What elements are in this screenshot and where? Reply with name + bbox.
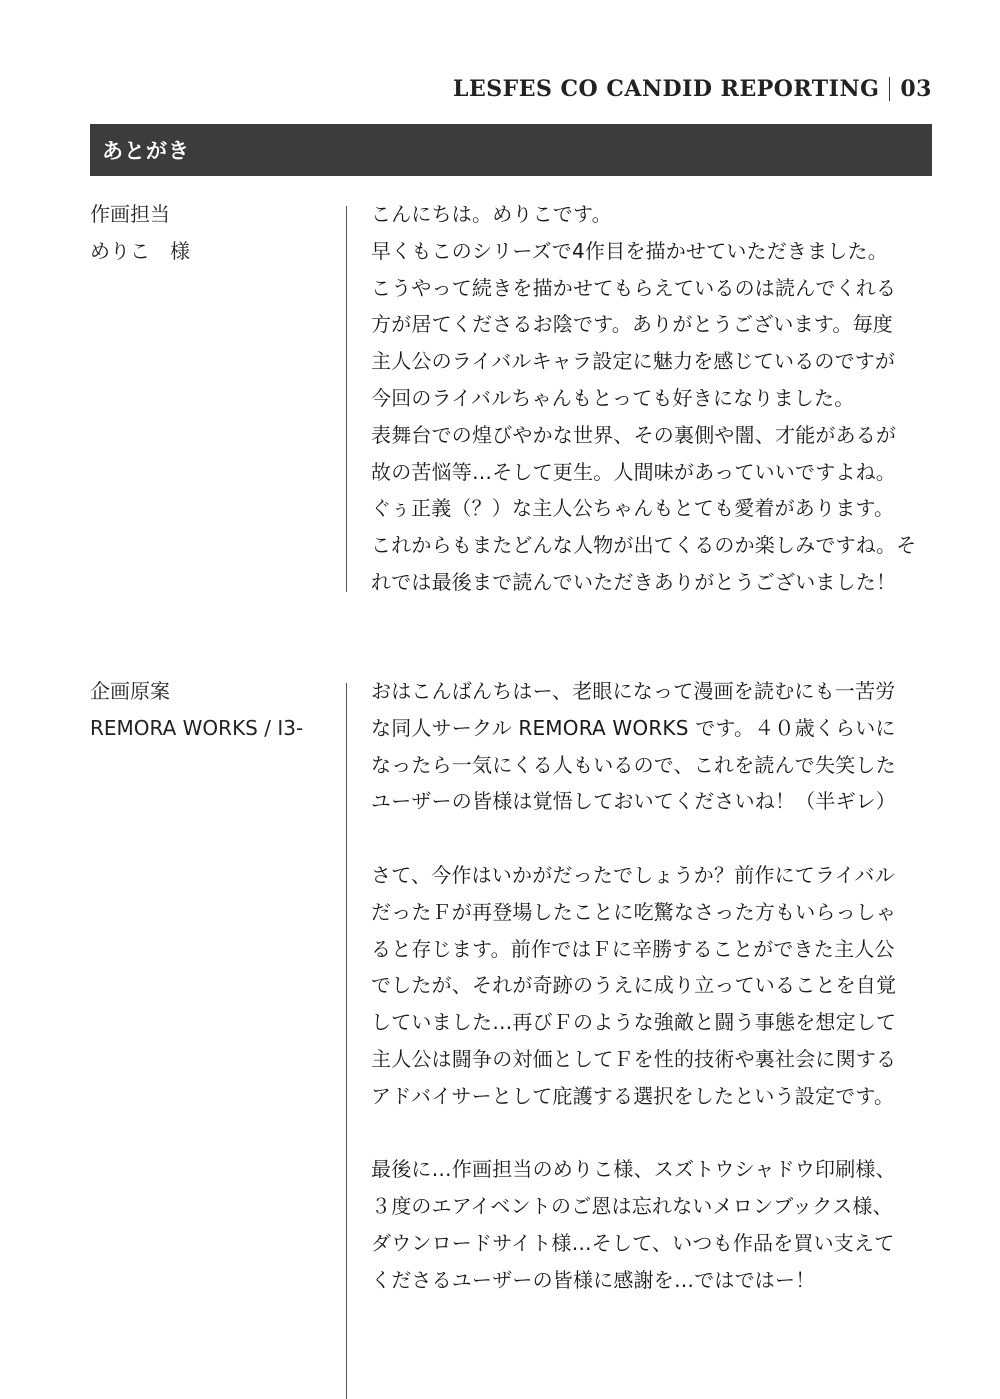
column-divider [346,206,347,592]
text-line: さて、今作はいかがだったでしょうか？前作にてライバル [371,862,895,887]
text-line: していました…再びＦのような強敵と闘う事態を想定して [371,1010,897,1035]
credit-role: 作画担当 [90,202,170,226]
afterword-text-artist [371,196,941,601]
credit-name: めりこ 様 [90,239,190,263]
text-line: ３度のエアイベントのご恩は忘れないメロンブックス様、 [371,1194,893,1219]
text-line: おはこんばんちはー、老眼になって漫画を読むにも一苦労 [371,679,896,703]
text-line: ダウンロードサイト様…そして、いつも作品を買い支えて [371,1230,895,1255]
section-title-bar [90,124,932,176]
text-line: 早くもこのシリーズで4作目を描かせていただきました。 [371,238,888,263]
header-title: LESFES CO CANDID REPORTING [452,76,880,102]
text-line: れでは最後まで読んでいただきありがとうございました！ [371,569,897,594]
text-line: くださるユーザーの皆様に感謝を…ではではー！ [371,1267,816,1292]
text-line: 方が居てくださるお陰です。ありがとうございます。毎度 [371,312,893,337]
text-line: 主人公のライバルキャラ設定に魅力を感じているのですが [371,349,896,374]
credit-role: 企画原案 [90,679,170,703]
text-line: 故の苦悩等…そして更生。人間味があっていいですよね。 [371,459,896,484]
text-line: 表舞台での煌びやかな世界、その裏側や闇、才能があるが [371,422,897,447]
text-line: ぐぅ正義（？）な主人公ちゃんもとても愛着があります。 [371,496,895,521]
running-header [453,74,932,104]
afterword-planner [90,673,932,1399]
paragraph-gap [371,1115,941,1152]
credit-artist [90,196,340,270]
afterword-text-planner [371,673,941,1299]
header-separator [889,77,890,101]
text-line: こんにちは。めりこです。 [371,202,612,226]
credit-planner [90,673,340,747]
section-title: あとがき [102,139,190,163]
text-line: ると存じます。前作ではＦに辛勝することができた主人公 [371,936,895,961]
text-line: なったら一気にくる人もいるので、これを読んで失笑した [371,752,896,777]
page-number: 03 [900,76,932,102]
text-line: な同人サークル REMORA WORKS です。４０歳くらいに [371,715,896,740]
text-line: 今回のライバルちゃんもとっても好きになりました。 [371,385,855,410]
text-line: 主人公は闘争の対価としてＦを性的技術や裏社会に関する [371,1046,897,1071]
paragraph-gap [371,820,941,857]
text-line: ユーザーの皆様は覚悟しておいてくださいね！（半ギレ） [371,789,896,814]
text-line: 最後に…作画担当のめりこ様、スズトウシャドウ印刷様、 [371,1157,896,1182]
credit-name: REMORA WORKS / I3- [90,716,304,740]
text-line: こうやって続きを描かせてもらえているのは読んでくれる [371,275,897,300]
text-line: でしたが、それが奇跡のうえに成り立っていることを自覚 [371,973,897,998]
column-divider [346,683,347,1399]
text-line: アドバイサーとして庇護する選択をしたという設定です。 [371,1083,895,1108]
afterword-artist [90,196,932,596]
text-line: だったＦが再登場したことに吃驚なさった方もいらっしゃ [371,899,897,924]
text-line: これからもまたどんな人物が出てくるのか楽しみですね。そ [371,533,917,558]
